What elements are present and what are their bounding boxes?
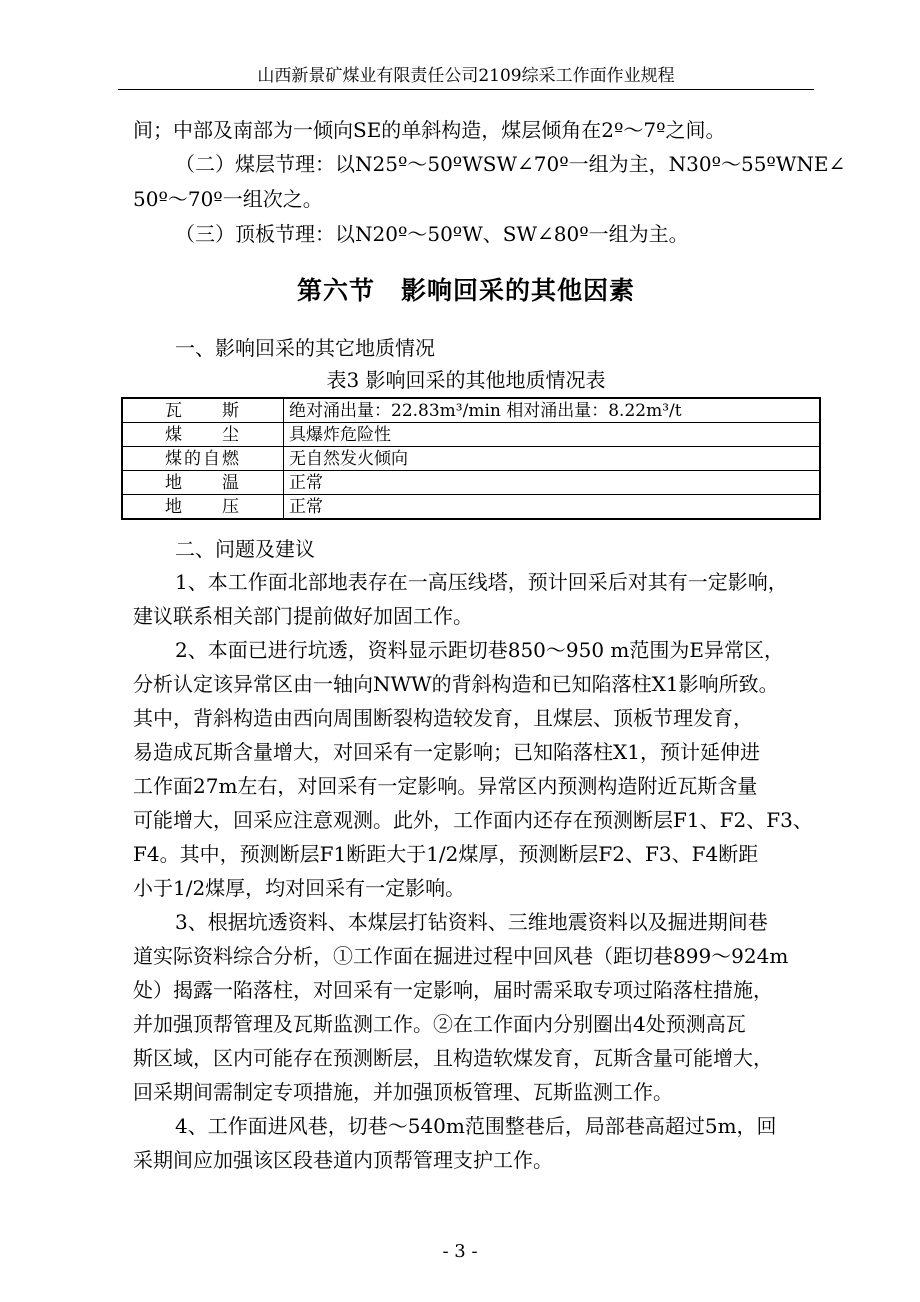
paragraph-line: 分析认定该异常区由一轴向NWW的背斜构造和已知陷落柱X1影响所致。: [133, 672, 779, 696]
paragraph-line: 处）揭露一陷落柱，对回采有一定影响，届时需采取专项过陷落柱措施，: [133, 978, 773, 1002]
page-number: - 3 -: [442, 1241, 478, 1262]
paragraph-line: 斯区域，区内可能存在预测断层，且构造软煤发育，瓦斯含量可能增大，: [133, 1046, 773, 1070]
paragraph-line: 回采期间需制定专项措施，并加强顶板管理、瓦斯监测工作。: [133, 1080, 673, 1104]
paragraph-line: 可能增大，回采应注意观测。此外，工作面内还存在预测断层F1、F2、F3、: [133, 808, 813, 832]
paragraph-line: 小于1/2煤厚，均对回采有一定影响。: [133, 876, 466, 900]
paragraph-line: 易造成瓦斯含量增大，对回采有一定影响；已知陷落柱X1，预计延伸进: [133, 740, 760, 764]
paragraph-line: 并加强顶帮管理及瓦斯监测工作。②在工作面内分别圈出4处预测高瓦: [133, 1012, 746, 1036]
table-row: [122, 495, 820, 520]
table-row-label: 瓦 斯: [122, 398, 284, 423]
table-row-value: 正常: [284, 471, 821, 495]
table-row-label: 煤的自燃: [122, 447, 284, 471]
paragraph-line: 2、本面已进行坑透，资料显示距切巷850～950 m范围为E异常区，: [175, 638, 784, 662]
table-row: [122, 447, 820, 471]
table-row-label: 地 压: [122, 495, 284, 520]
table-row: [122, 398, 820, 423]
subsection-heading: 一、影响回采的其它地质情况: [175, 336, 435, 360]
header-rule: [118, 89, 814, 90]
paragraph-line: 其中，背斜构造由西向周围断裂构造较发育，且煤层、顶板节理发育，: [133, 706, 753, 730]
intro-line: （二）煤层节理：以N25º～50ºWSW∠70º一组为主，N30º～55ºWNE∠: [175, 152, 846, 176]
paragraph-line: 1、本工作面北部地表存在一高压线塔，预计回采后对其有一定影响，: [175, 570, 788, 594]
paragraph-line: 工作面27m左右，对回采有一定影响。异常区内预测构造附近瓦斯含量: [133, 774, 758, 798]
table-row-label: 煤 尘: [122, 423, 284, 447]
paragraph-line: 4、工作面进风巷，切巷～540m范围整巷后，局部巷高超过5m，回: [175, 1114, 777, 1138]
table-row-value: 正常: [284, 495, 821, 520]
subsection-heading: 二、问题及建议: [175, 537, 315, 561]
table-caption: 表3 影响回采的其他地质情况表: [326, 368, 606, 392]
table-row-value: 具爆炸危险性: [284, 423, 821, 447]
table-row-label: 地 温: [122, 471, 284, 495]
intro-line: （三）顶板节理：以N20º～50ºW、SW∠80º一组为主。: [175, 222, 689, 246]
table-row-value: 无自然发火倾向: [284, 447, 821, 471]
paragraph-line: 采期间应加强该区段巷道内顶帮管理支护工作。: [133, 1148, 553, 1172]
geology-table: [121, 397, 821, 520]
paragraph-line: 道实际资料综合分析，①工作面在掘进过程中回风巷（距切巷899～924m: [133, 944, 789, 968]
section-heading: 第六节 影响回采的其他因素: [296, 276, 635, 305]
table-row: [122, 423, 820, 447]
paragraph-line: F4。其中，预测断层F1断距大于1/2煤厚，预测断层F2、F3、F4断距: [133, 842, 759, 866]
page-header-title: 山西新景矿煤业有限责任公司2109综采工作面作业规程: [257, 66, 675, 86]
paragraph-line: 3、根据坑透资料、本煤层打钻资料、三维地震资料以及掘进期间巷: [175, 910, 768, 934]
table-row-value: 绝对涌出量：22.83m³/min 相对涌出量：8.22m³/t: [284, 398, 821, 423]
intro-line: 50º～70º一组次之。: [133, 187, 323, 211]
table-row: [122, 471, 820, 495]
intro-line: 间；中部及南部为一倾向SE的单斜构造，煤层倾角在2º～7º之间。: [133, 118, 726, 142]
paragraph-line: 建议联系相关部门提前做好加固工作。: [133, 604, 473, 628]
